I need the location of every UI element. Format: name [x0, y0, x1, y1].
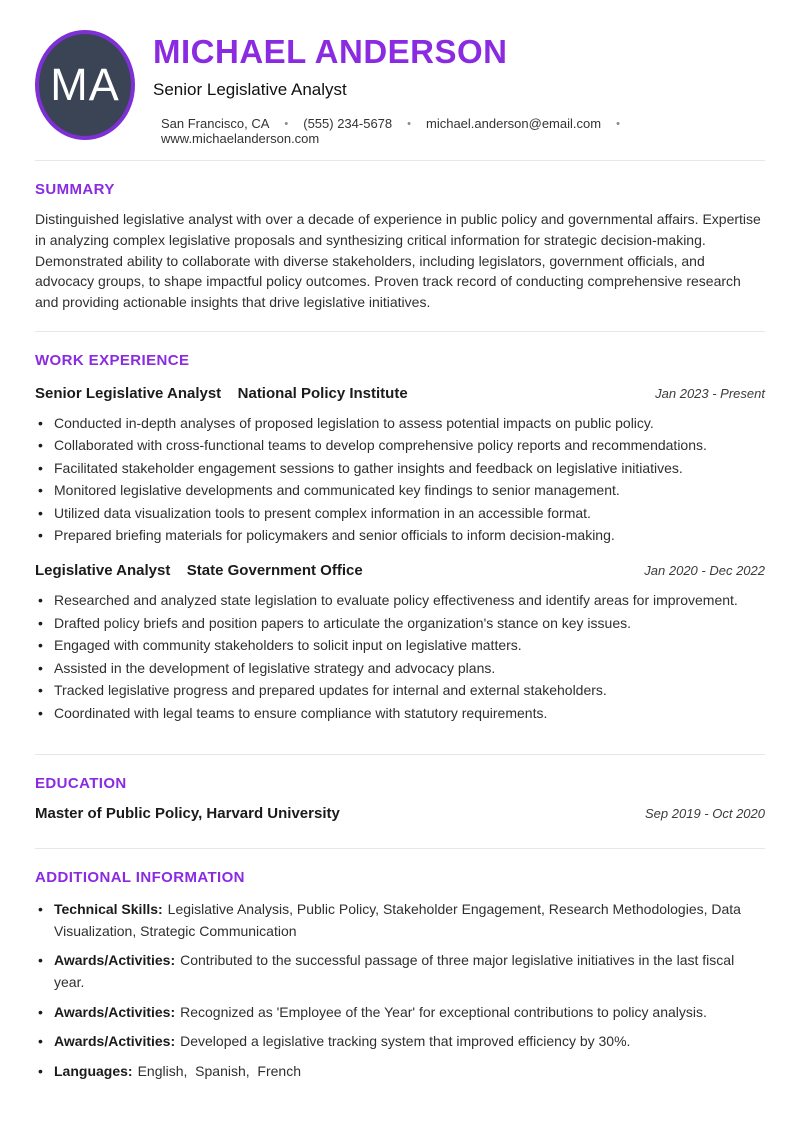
- education-dates: Sep 2019 - Oct 2020: [645, 805, 765, 821]
- additional-item: [35, 899, 765, 942]
- job-bullet: • Collaborated with cross-functional teams to develop comprehensive policy reports and recommendations.: [35, 435, 765, 456]
- section-divider: [35, 160, 765, 161]
- education-entry: [35, 805, 765, 822]
- work-experience-heading: WORK EXPERIENCE: [35, 351, 190, 369]
- additional-item-text: Developed a legislative tracking system that improved efficiency by 30%.: [180, 1033, 631, 1050]
- summary-text: Distinguished legislative analyst with over a decade of experience in public policy and governmental affairs. Expertise in analyzing complex legislative proposals and synthesizing critical information for strategic decision-making. Demonstrated ability to collaborate with diverse stakeholders, including legislators, government officials, and advocacy groups, to shape impactful policy outcomes. Proven track record of conducting comprehensive research and providing actionable insights that drive legislative initiatives.: [35, 211, 761, 311]
- additional-item-label: Awards/Activities:: [54, 1003, 176, 1020]
- education-section: [35, 775, 765, 822]
- additional-information-heading: ADDITIONAL INFORMATION: [35, 868, 245, 886]
- job-bullet: • Drafted policy briefs and position papers to articulate the organization's stance on key issues.: [35, 613, 765, 634]
- summary-heading: SUMMARY: [35, 181, 115, 199]
- additional-information-list: [35, 899, 765, 1083]
- job-bullet: • Researched and analyzed state legislation to evaluate policy effectiveness and identify areas for improvement.: [35, 590, 765, 611]
- additional-item-label: Awards/Activities:: [54, 952, 176, 969]
- job-dates: Jan 2020 - Dec 2022: [644, 563, 765, 579]
- additional-item: [35, 1061, 765, 1083]
- additional-item-text: Recognized as 'Employee of the Year' for exceptional contributions to policy analysis.: [180, 1003, 707, 1020]
- contact-location: San Francisco, CA: [161, 116, 270, 132]
- section-divider: [35, 754, 765, 755]
- job-bullet: • Coordinated with legal teams to ensure compliance with statutory requirements.: [35, 703, 765, 724]
- name-heading: MICHAEL ANDERSON: [153, 33, 508, 70]
- bullet-separator-icon: •: [407, 117, 411, 130]
- job-bullet: • Utilized data visualization tools to present complex information in an accessible format.: [35, 503, 765, 524]
- additional-item: [35, 1031, 765, 1053]
- job-position: Legislative Analyst: [35, 562, 171, 580]
- job-company: State Government Office: [186, 562, 363, 580]
- education-degree: Master of Public Policy, Harvard University: [35, 804, 340, 822]
- contact-line: [153, 116, 765, 146]
- education-heading: EDUCATION: [35, 774, 127, 792]
- contact-email: michael.anderson@email.com: [426, 116, 602, 132]
- job-bullet-list: [35, 413, 765, 547]
- contact-phone: (555) 234-5678: [303, 116, 393, 132]
- job-bullet: • Facilitated stakeholder engagement sessions to gather insights and feedback on legislative initiatives.: [35, 458, 765, 479]
- bullet-separator-icon: •: [284, 117, 289, 130]
- additional-item: [35, 1002, 765, 1024]
- additional-information-section: [35, 869, 765, 1083]
- job-bullet: • Tracked legislative progress and prepared updates for internal and external stakeholders.: [35, 680, 765, 701]
- additional-item-text: Contributed to the successful passage of three major legislative initiatives in the last fiscal year.: [54, 952, 739, 990]
- job-bullet: • Assisted in the development of legislative strategy and advocacy plans.: [35, 658, 765, 679]
- avatar: [35, 30, 135, 140]
- header-text: [153, 30, 765, 146]
- job-bullet: • Prepared briefing materials for policymakers and senior officials to inform decision-making.: [35, 525, 765, 546]
- header: [35, 30, 765, 146]
- job-title-group: [35, 562, 363, 580]
- headline-job-title: Senior Legislative Analyst: [153, 80, 347, 100]
- job-title-group: [35, 385, 408, 403]
- additional-item-label: Awards/Activities:: [54, 1033, 176, 1050]
- job-position: Senior Legislative Analyst: [35, 384, 222, 402]
- section-divider: [35, 331, 765, 332]
- job-entry: [35, 385, 765, 547]
- additional-item-text: English, Spanish, French: [137, 1063, 301, 1080]
- job-company: National Policy Institute: [237, 384, 408, 402]
- job-entry: [35, 562, 765, 724]
- job-dates: Jan 2023 - Present: [655, 385, 765, 401]
- avatar-initials: MA: [50, 59, 120, 110]
- job-bullet-list: [35, 590, 765, 724]
- additional-item-label: Languages:: [54, 1063, 133, 1080]
- bullet-separator-icon: •: [616, 117, 620, 130]
- additional-item: [35, 950, 765, 993]
- job-bullet: • Conducted in-depth analyses of proposed legislation to assess potential impacts on public policy.: [35, 413, 765, 434]
- contact-website: www.michaelanderson.com: [161, 131, 320, 147]
- job-bullet: • Engaged with community stakeholders to solicit input on legislative matters.: [35, 635, 765, 656]
- job-header: [35, 562, 765, 580]
- job-header: [35, 385, 765, 403]
- summary-section: [35, 181, 765, 313]
- section-divider: [35, 848, 765, 849]
- work-experience-section: [35, 352, 765, 724]
- job-bullet: • Monitored legislative developments and communicated key findings to senior management.: [35, 480, 765, 501]
- additional-item-text: Legislative Analysis, Public Policy, Stakeholder Engagement, Research Methodologies, Data Visualization, Strategic Communication: [54, 900, 745, 939]
- additional-item-label: Technical Skills:: [54, 900, 163, 917]
